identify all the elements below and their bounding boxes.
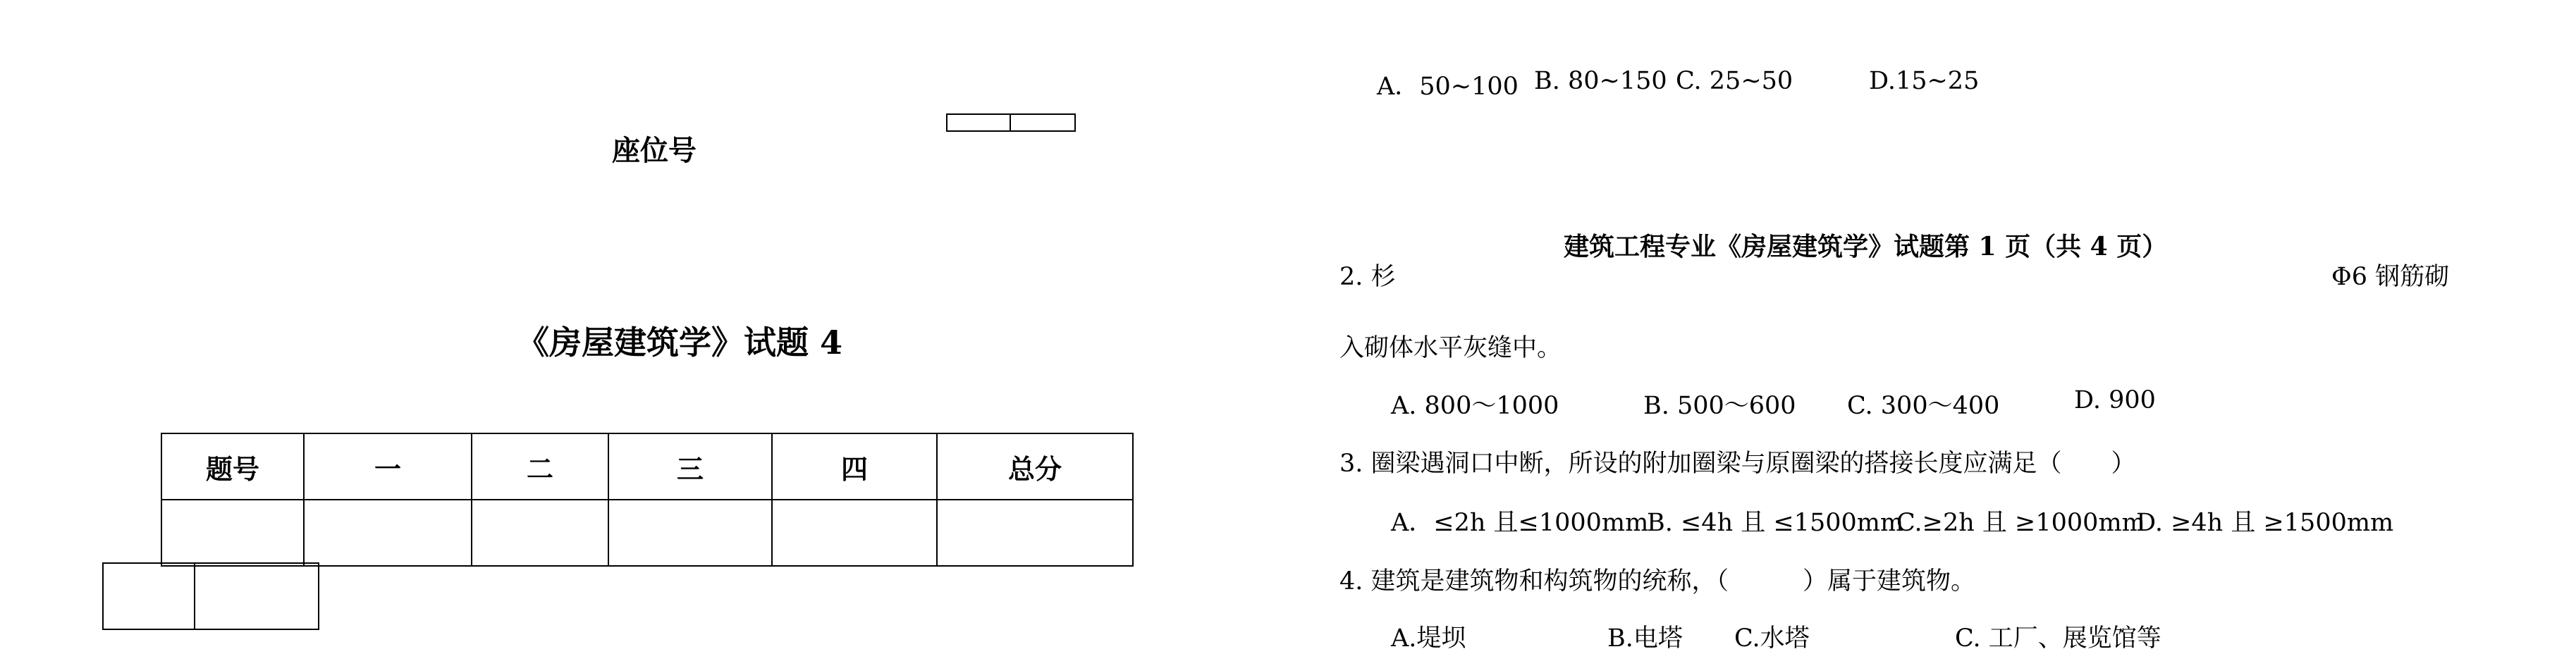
score-header-cell: 四 <box>772 433 937 500</box>
q1-option-a: A．50~100 <box>1377 73 1519 101</box>
q4-option-a: A.堤坝 <box>1391 624 1466 653</box>
q2-continuation: 入砌体水平灰缝中。 <box>1339 334 1562 362</box>
score-cell[interactable] <box>161 500 304 566</box>
score-cell[interactable] <box>472 500 608 566</box>
q4-text: 4. 建筑是建筑物和构筑物的统称，（ ）属于建筑物。 <box>1339 567 1976 596</box>
q2-option-b: B. 500～600 <box>1643 392 1796 420</box>
q4-option-b: B.电塔 <box>1607 624 1683 653</box>
q4-option-c: C.水塔 <box>1734 624 1810 653</box>
q1-option-d: D.15~25 <box>1869 67 1980 95</box>
q2-right-text: Φ6 钢筋砌 <box>2331 263 2450 291</box>
seat-number-box[interactable] <box>1011 113 1076 132</box>
seat-number-box[interactable] <box>946 113 1011 132</box>
score-table-header-row <box>161 433 1133 500</box>
q1-option-c: C. 25~50 <box>1676 67 1793 95</box>
q1-option-b: B. 80~150 <box>1534 67 1667 95</box>
q2-option-c: C. 300～400 <box>1847 392 2000 420</box>
score-cell[interactable] <box>937 500 1133 566</box>
q2-number: 2. 杉 <box>1339 263 1396 291</box>
score-table-row[interactable] <box>161 500 1133 566</box>
q4-option-d: C. 工厂、展览馆等 <box>1955 624 2161 653</box>
score-table <box>161 433 1134 567</box>
q3-option-c: C.≥2h 且 ≥1000mm <box>1896 509 2145 537</box>
q2-option-d: D. 900 <box>2074 386 2156 414</box>
q3-option-d: D. ≥4h 且 ≥1500mm <box>2136 509 2394 537</box>
score-header-cell: 题号 <box>161 433 304 500</box>
score-cell[interactable] <box>772 500 937 566</box>
q3-option-b: B. ≤4h 且 ≤1500mm <box>1647 509 1904 537</box>
q3-option-a: A．≤2h 且≤1000mm <box>1391 509 1649 537</box>
q2-option-a: A. 800～1000 <box>1391 392 1559 420</box>
grader-cell[interactable] <box>102 562 195 630</box>
grader-cell[interactable] <box>195 562 319 630</box>
score-cell[interactable] <box>608 500 772 566</box>
page-footer: 建筑工程专业《房屋建筑学》试题第 1 页（共 4 页） <box>1564 232 2168 261</box>
score-header-cell: 总分 <box>937 433 1133 500</box>
seat-number-label: 座位号 <box>612 134 697 167</box>
q3-text: 3. 圈梁遇洞口中断，所设的附加圈梁与原圈梁的搭接长度应满足（ ） <box>1339 450 2136 478</box>
score-cell[interactable] <box>304 500 472 566</box>
seat-number-boxes[interactable] <box>946 113 1076 132</box>
score-header-cell: 三 <box>608 433 772 500</box>
score-header-cell: 一 <box>304 433 472 500</box>
exam-title: 《房屋建筑学》试题 4 <box>517 323 843 362</box>
score-header-cell: 二 <box>472 433 608 500</box>
grader-box[interactable] <box>102 562 319 630</box>
